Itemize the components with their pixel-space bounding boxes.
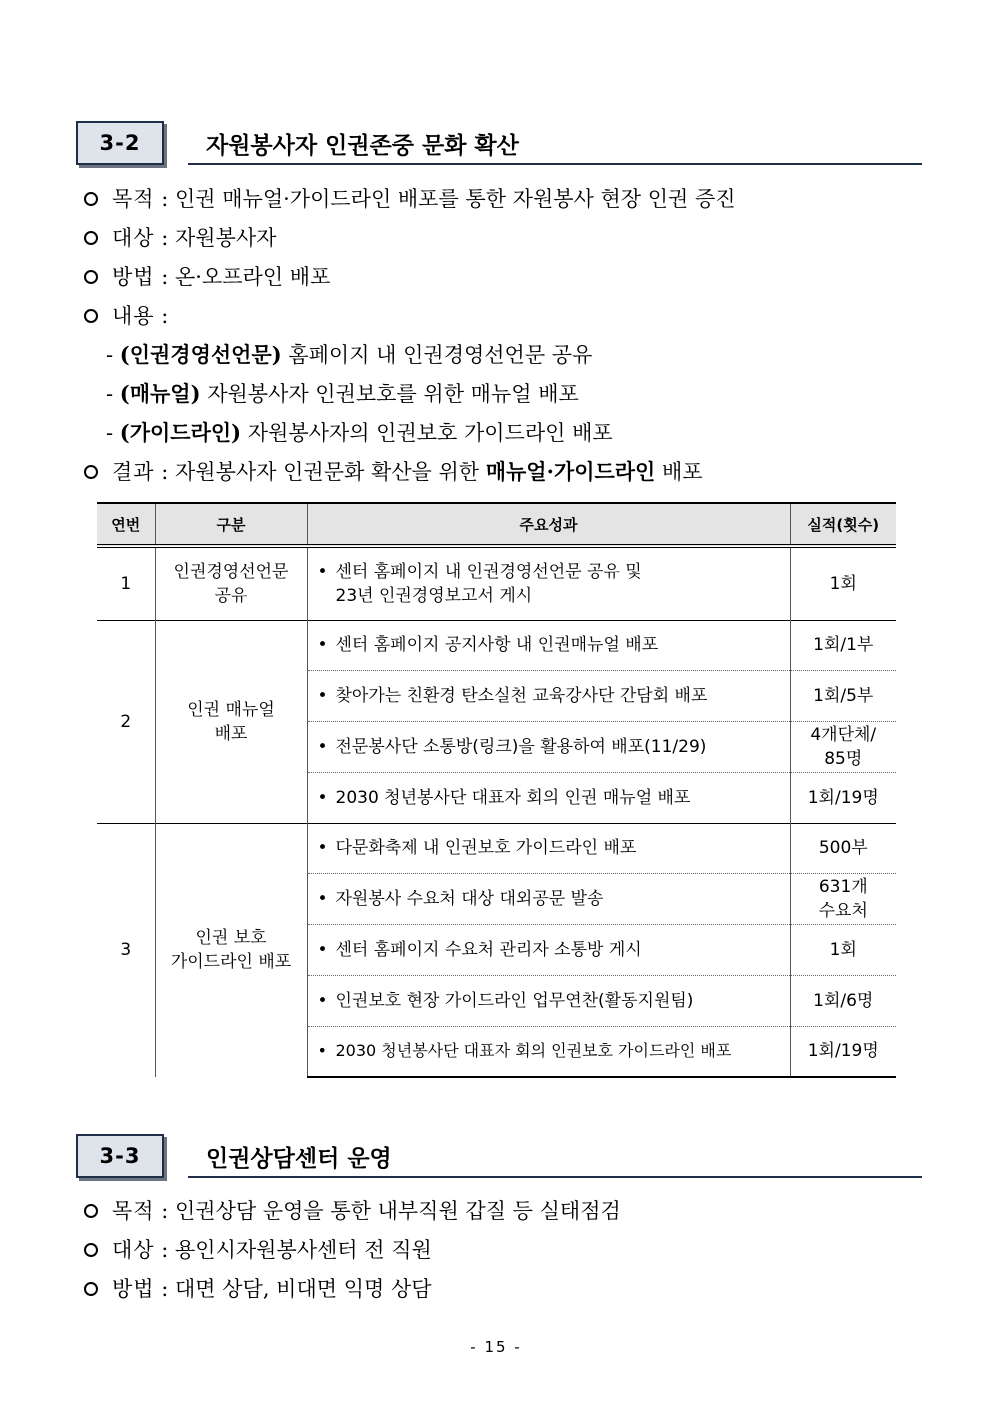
row-achievement: • 자원봉사 수요처 대상 대외공문 발송 <box>307 873 790 924</box>
row-result: 1회/5부 <box>790 670 896 721</box>
row-achievement: • 센터 홈페이지 수요처 관리자 소통방 게시 <box>307 924 790 975</box>
section-rule <box>188 163 922 165</box>
table-row <box>97 546 896 620</box>
content-item: - (가이드라인) 자원봉사자의 인권보호 가이드라인 배포 <box>106 420 613 445</box>
row-result: 4개단체/ 85명 <box>790 721 896 772</box>
circle-bullet-icon <box>84 1282 98 1296</box>
row-category: 인권경영선언문 공유 <box>155 546 307 620</box>
header-achievement: 주요성과 <box>307 503 790 546</box>
section-rule <box>188 1176 922 1178</box>
row-achievement: • 2030 청년봉사단 대표자 회의 인권보호 가이드라인 배포 <box>307 1026 790 1077</box>
result-line: 결과 : 자원봉사자 인권문화 확산을 위한 매뉴얼·가이드라인 배포 <box>84 458 703 486</box>
table-row <box>97 823 896 873</box>
content-item: - (인권경영선언문) 홈페이지 내 인권경영선언문 공유 <box>106 342 593 367</box>
row-result: 1회 <box>790 924 896 975</box>
table-header-row <box>97 503 896 546</box>
circle-bullet-icon <box>84 1243 98 1257</box>
circle-bullet-icon <box>84 309 98 323</box>
row-result: 1회/6명 <box>790 975 896 1026</box>
method-line: 방법 : 온·오프라인 배포 <box>84 263 330 291</box>
row-achievement: • 전문봉사단 소통방(링크)을 활용하여 배포(11/29) <box>307 721 790 772</box>
circle-bullet-icon <box>84 231 98 245</box>
row-result: 500부 <box>790 823 896 873</box>
section-header-3-3 <box>76 1134 922 1180</box>
circle-bullet-icon <box>84 465 98 479</box>
row-achievement: • 센터 홈페이지 공지사항 내 인권매뉴얼 배포 <box>307 620 790 670</box>
row-achievement: • 찾아가는 친환경 탄소실천 교육강사단 간담회 배포 <box>307 670 790 721</box>
row-category: 인권 보호 가이드라인 배포 <box>155 823 307 1077</box>
results-table <box>97 502 896 1078</box>
row-result: 1회 <box>790 546 896 620</box>
circle-bullet-icon <box>84 270 98 284</box>
target-line: 대상 : 자원봉사자 <box>84 224 276 252</box>
row-category: 인권 매뉴얼 배포 <box>155 620 307 823</box>
section-header-3-2 <box>76 121 922 167</box>
row-achievement: • 센터 홈페이지 내 인권경영선언문 공유 및 23년 인권경영보고서 게시 <box>307 546 790 620</box>
section-title: 자원봉사자 인권존중 문화 확산 <box>206 133 519 159</box>
circle-bullet-icon <box>84 1204 98 1218</box>
row-achievement: • 다문화축제 내 인권보호 가이드라인 배포 <box>307 823 790 873</box>
row-result: 1회/19명 <box>790 772 896 823</box>
content-line: 내용 : <box>84 302 168 330</box>
row-no: 3 <box>97 823 155 1077</box>
row-result: 1회/1부 <box>790 620 896 670</box>
purpose-line: 목적 : 인권상담 운영을 통한 내부직원 갑질 등 실태점검 <box>84 1197 621 1225</box>
row-no: 1 <box>97 546 155 620</box>
section-title: 인권상담센터 운영 <box>206 1146 392 1172</box>
table-row <box>97 620 896 670</box>
purpose-line: 목적 : 인권 매뉴얼·가이드라인 배포를 통한 자원봉사 현장 인권 증진 <box>84 185 736 213</box>
header-no: 연번 <box>97 503 155 546</box>
section-number: 3-2 <box>76 121 164 165</box>
header-category: 구분 <box>155 503 307 546</box>
row-achievement: • 2030 청년봉사단 대표자 회의 인권 매뉴얼 배포 <box>307 772 790 823</box>
row-no: 2 <box>97 620 155 823</box>
circle-bullet-icon <box>84 192 98 206</box>
row-achievement: • 인권보호 현장 가이드라인 업무연찬(활동지원팀) <box>307 975 790 1026</box>
method-line: 방법 : 대면 상담, 비대면 익명 상담 <box>84 1275 432 1303</box>
content-item: - (매뉴얼) 자원봉사자 인권보호를 위한 매뉴얼 배포 <box>106 381 579 406</box>
target-line: 대상 : 용인시자원봉사센터 전 직원 <box>84 1236 432 1264</box>
page-number: - 15 - <box>470 1338 522 1356</box>
row-result: 631개 수요처 <box>790 873 896 924</box>
header-result: 실적(횟수) <box>790 503 896 546</box>
row-result: 1회/19명 <box>790 1026 896 1077</box>
section-number: 3-3 <box>76 1134 164 1178</box>
